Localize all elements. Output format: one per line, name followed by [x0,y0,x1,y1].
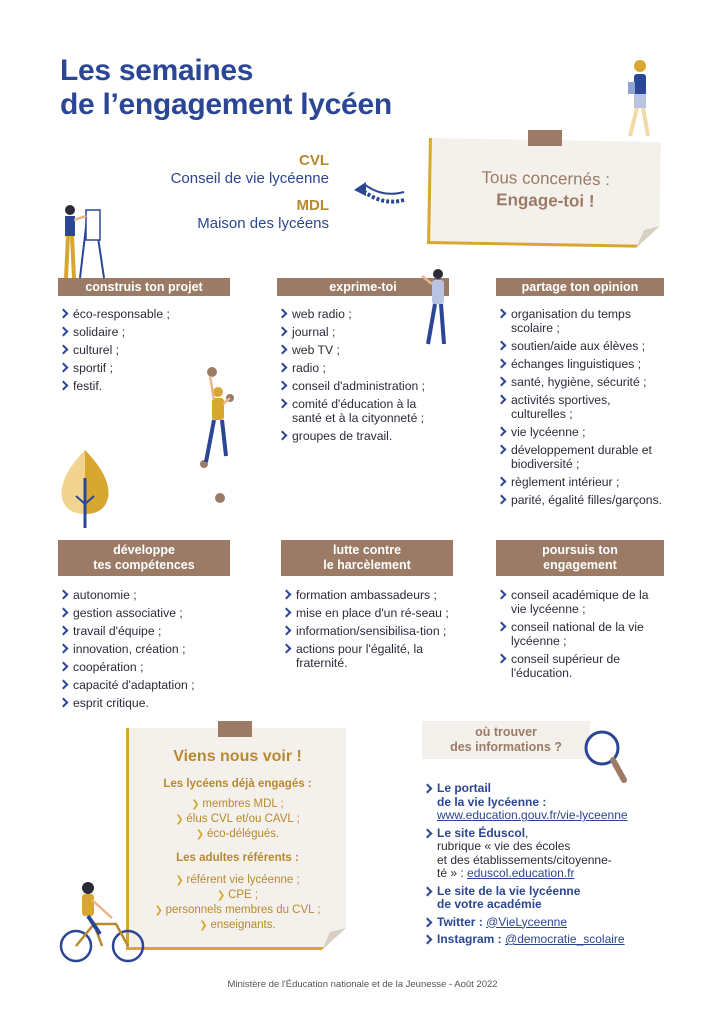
portail-link[interactable]: www.education.gouv.fr/vie-lyceenne [437,808,628,822]
eduscol-line-2: et des établissements/citoyenne- [437,852,612,867]
instagram-label: Instagram : [437,932,502,946]
mdl-abbr: MDL [296,197,329,214]
page-curl-icon [322,928,346,950]
list-item: groupes de travail. [277,429,449,443]
list-item: radio ; [277,361,449,375]
list-item: coopération ; [58,660,230,674]
viens-sub-2: Les adultes référents : [176,852,299,864]
header-line-1: développe [113,543,175,557]
list-item: journal ; [277,325,449,339]
list-item: vie lycéenne ; [496,425,664,439]
list-item: parité, égalité filles/garçons. [496,493,664,507]
list-item: web radio ; [277,307,449,321]
cyclist-icon [58,878,146,966]
list-partage [496,307,664,511]
viens-item: ❯ élus CVL et/ou CAVL ; [129,813,346,825]
list-item: conseil académique de la vie lycéenne ; [496,588,664,616]
list-item: autonomie ; [58,588,230,602]
eduscol-title: Le site Éduscol [437,825,526,840]
tree-icon [58,448,112,528]
instagram-link[interactable]: @democratie_scolaire [505,932,625,946]
info-header-line-2: des informations ? [450,740,562,754]
magnifier-icon [580,726,630,786]
viens-title: Viens nous voir ! [173,748,302,765]
list-item: esprit critique. [58,696,230,710]
section-header-poursuis [496,540,664,576]
singer-person-icon [418,266,454,350]
list-item: activités sportives, culturelles ; [496,393,664,421]
callout-note [427,138,661,248]
list-item: actions pour l'égalité, la fraternité. [281,642,453,670]
list-item: soutien/aide aux élèves ; [496,339,664,353]
list-item: échanges linguistiques ; [496,357,664,371]
viens-item: ❯ référent vie lycéenne ; [129,874,346,886]
section-header-exprime: exprime-toi [277,278,449,296]
list-item: culturel ; [58,343,228,357]
cvl-full: Conseil de vie lycéenne [170,170,329,187]
list-poursuis [496,588,664,684]
list-developpe [58,588,230,714]
list-item: développement durable et biodiversité ; [496,443,664,471]
list-item: mise en place d'un ré-seau ; [281,606,453,620]
list-lutte [281,588,453,674]
portail-title-1: Le portail [437,781,492,795]
section-header-developpe [58,540,230,576]
list-item: gestion associative ; [58,606,230,620]
double-arrow-icon [352,180,407,210]
header-line-2: le harcèlement [323,558,411,572]
info-item-twitter [422,916,682,930]
cvl-abbr: CVL [299,152,329,169]
list-item: sportif ; [58,361,228,375]
list-item: santé, hygiène, sécurité ; [496,375,664,389]
list-item: comité d'éducation à la santé et à la cityonneté ; [277,397,449,425]
title-line-2: de l’engagement lycéen [60,88,392,121]
section-header-partage: partage ton opinion [496,278,664,296]
walking-person-icon [622,58,658,142]
viens-item: ❯ CPE ; [129,889,346,901]
header-line-2: tes compétences [93,558,195,572]
list-item: web TV ; [277,343,449,357]
section-header-construis: construis ton projet [58,278,230,296]
twitter-label: Twitter : [437,914,483,929]
eduscol-line-1: rubrique « vie des écoles [437,839,571,853]
viens-item: ❯ éco-délégués. [129,828,346,840]
climber-person-icon [196,364,242,506]
eduscol-line-3: té » : [437,866,464,880]
list-item: capacité d'adaptation ; [58,678,230,692]
painter-person-icon [58,202,108,280]
info-item-instagram [422,933,682,947]
page-curl-icon [636,226,660,248]
academie-line-2: de votre académie [437,897,542,911]
tape-decoration [218,721,252,737]
portail-title-2: de la vie lycéenne : [437,794,547,809]
twitter-link[interactable]: @VieLyceenne [486,914,568,929]
page-title [60,54,392,122]
list-item: information/sensibilisa-tion ; [281,624,453,638]
list-item: règlement intérieur ; [496,475,664,489]
info-header [422,721,590,759]
info-item-eduscol: Le site Éduscol, rubrique « vie des écoles et des établissements/citoyenne- té » : eduscol.education.fr [422,827,682,881]
academie-line-1: Le site de la vie lycéenne [437,883,581,898]
viens-sub-1: Les lycéens déjà engagés : [163,778,312,790]
viens-item: ❯ membres MDL ; [129,798,346,810]
tape-decoration [528,130,562,146]
footer-text: Ministère de l'Éducation nationale et de la Jeunesse - Août 2022 [227,979,498,990]
section-header-lutte [281,540,453,576]
info-header-line-1: où trouver [475,725,537,739]
list-item: festif. [58,379,228,393]
list-item: organisation du temps scolaire ; [496,307,664,335]
info-item-academie [422,885,682,912]
list-item: formation ambassadeurs ; [281,588,453,602]
list-item: conseil d'administration ; [277,379,449,393]
list-item: éco-responsable ; [58,307,228,321]
eduscol-link[interactable]: eduscol.education.fr [467,866,575,880]
header-line-1: lutte contre [332,543,402,557]
list-item: travail d'équipe ; [58,624,230,638]
mdl-full: Maison des lycéens [197,215,329,232]
list-item: conseil national de la vie lycéenne ; [496,620,664,648]
callout-line-2: Engage-toi ! [496,190,595,211]
callout-text [431,166,661,214]
cvl-block [171,152,329,188]
info-list [422,782,682,947]
viens-item: ❯ personnels membres du CVL ; [129,904,346,916]
list-item: solidaire ; [58,325,228,339]
callout-line-1: Tous concernés : [481,167,611,190]
viens-item: ❯ enseignants. [129,919,346,931]
header-line-1: poursuis ton [542,543,618,557]
header-line-2: engagement [543,558,617,572]
list-item: innovation, création ; [58,642,230,656]
title-line-1: Les semaines [60,54,254,87]
info-item-portail [422,782,682,823]
mdl-block [197,197,329,233]
viens-note [126,728,346,950]
list-item: conseil supérieur de l'éducation. [496,652,664,680]
